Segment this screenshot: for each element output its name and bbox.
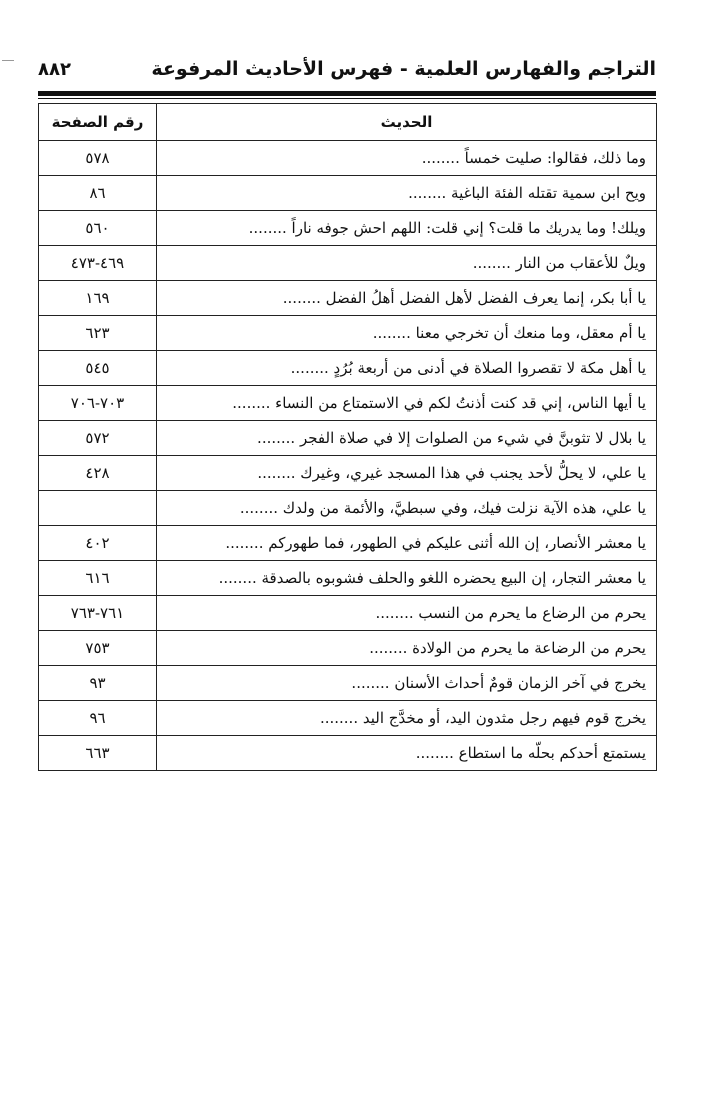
page-reference: ٧٥٣ bbox=[39, 631, 157, 666]
table-row bbox=[39, 421, 657, 456]
table-row bbox=[39, 491, 657, 526]
page-reference: ٤٢٨ bbox=[39, 456, 157, 491]
table-row bbox=[39, 736, 657, 771]
running-header bbox=[38, 54, 656, 90]
hadith-text: يا أبا بكر، إنما يعرف الفضل لأهل الفضل أهلُ الفضل ........ bbox=[157, 281, 657, 316]
page-reference bbox=[39, 491, 157, 526]
page-reference: ٤٦٩-٤٧٣ bbox=[39, 246, 157, 281]
table-header-row bbox=[39, 104, 657, 141]
hadith-text: يستمتع أحدكم بحلّه ما استطاع ........ bbox=[157, 736, 657, 771]
page-reference: ٦٢٣ bbox=[39, 316, 157, 351]
header-title: التراجم والفهارس العلمية - فهرس الأحاديث المرفوعة bbox=[151, 58, 656, 80]
column-header-hadith: الحديث bbox=[157, 104, 657, 141]
page-reference: ٥٧٢ bbox=[39, 421, 157, 456]
table-row bbox=[39, 596, 657, 631]
table-row bbox=[39, 351, 657, 386]
hadith-text: يا علي، لا يحلُّ لأحد يجنب في هذا المسجد غيري، وغيرك ........ bbox=[157, 456, 657, 491]
hadith-text: يحرم من الرضاع ما يحرم من النسب ........ bbox=[157, 596, 657, 631]
table-row bbox=[39, 456, 657, 491]
table-row bbox=[39, 176, 657, 211]
page-reference: ٩٦ bbox=[39, 701, 157, 736]
table-row bbox=[39, 561, 657, 596]
table-row bbox=[39, 631, 657, 666]
hadith-text: ويح ابن سمية تقتله الفئة الباغية ........ bbox=[157, 176, 657, 211]
page-reference: ٥٤٥ bbox=[39, 351, 157, 386]
hadith-text: يا علي، هذه الآية نزلت فيك، وفي سبطيَّ، والأئمة من ولدك ........ bbox=[157, 491, 657, 526]
page-number: ٨٨٢ bbox=[38, 59, 71, 80]
table-row bbox=[39, 526, 657, 561]
hadith-text: يا معشر الأنصار، إن الله أثنى عليكم في الطهور، فما طهوركم ........ bbox=[157, 526, 657, 561]
page-reference: ٧٠٣-٧٠٦ bbox=[39, 386, 157, 421]
hadith-text: يحرم من الرضاعة ما يحرم من الولادة ........ bbox=[157, 631, 657, 666]
hadith-text: ويلك! وما يدريك ما قلت؟ إني قلت: اللهم احش جوفه ناراً ........ bbox=[157, 211, 657, 246]
page-reference: ١٦٩ bbox=[39, 281, 157, 316]
table-row bbox=[39, 386, 657, 421]
hadith-text: يا أم معقل، وما منعك أن تخرجي معنا ........ bbox=[157, 316, 657, 351]
hadith-text: يا بلال لا تثوبنَّ في شيء من الصلوات إلا في صلاة الفجر ........ bbox=[157, 421, 657, 456]
hadith-text: ويلٌ للأعقاب من النار ........ bbox=[157, 246, 657, 281]
page-reference: ٦١٦ bbox=[39, 561, 157, 596]
page-reference: ٥٦٠ bbox=[39, 211, 157, 246]
hadith-text: يا أهل مكة لا تقصروا الصلاة في أدنى من أربعة بُرُدٍ ........ bbox=[157, 351, 657, 386]
table-row bbox=[39, 281, 657, 316]
header-rule-thick bbox=[38, 91, 656, 96]
table-row bbox=[39, 666, 657, 701]
hadith-text: يخرج قوم فيهم رجل مثدون اليد، أو مخدَّج اليد ........ bbox=[157, 701, 657, 736]
page-reference: ٥٧٨ bbox=[39, 141, 157, 176]
table-row bbox=[39, 701, 657, 736]
table-row bbox=[39, 246, 657, 281]
hadith-text: يخرج في آخر الزمان قومٌ أحداث الأسنان ........ bbox=[157, 666, 657, 701]
table-row bbox=[39, 316, 657, 351]
page-reference: ٦٦٣ bbox=[39, 736, 157, 771]
page-reference: ٩٣ bbox=[39, 666, 157, 701]
page-reference: ٤٠٢ bbox=[39, 526, 157, 561]
column-header-page: رقم الصفحة bbox=[39, 104, 157, 141]
table-row bbox=[39, 211, 657, 246]
hadith-text: يا أيها الناس، إني قد كنت أذنتُ لكم في الاستمتاع من النساء ........ bbox=[157, 386, 657, 421]
page-reference: ٨٦ bbox=[39, 176, 157, 211]
stray-margin-mark bbox=[2, 60, 14, 61]
page-reference: ٧٦١-٧٦٣ bbox=[39, 596, 157, 631]
header-rule-thin bbox=[38, 98, 656, 99]
hadith-text: يا معشر التجار، إن البيع يحضره اللغو والحلف فشوبوه بالصدقة ........ bbox=[157, 561, 657, 596]
hadith-text: وما ذلك، فقالوا: صليت خمساً ........ bbox=[157, 141, 657, 176]
table-row bbox=[39, 141, 657, 176]
hadith-index-table bbox=[38, 103, 657, 771]
